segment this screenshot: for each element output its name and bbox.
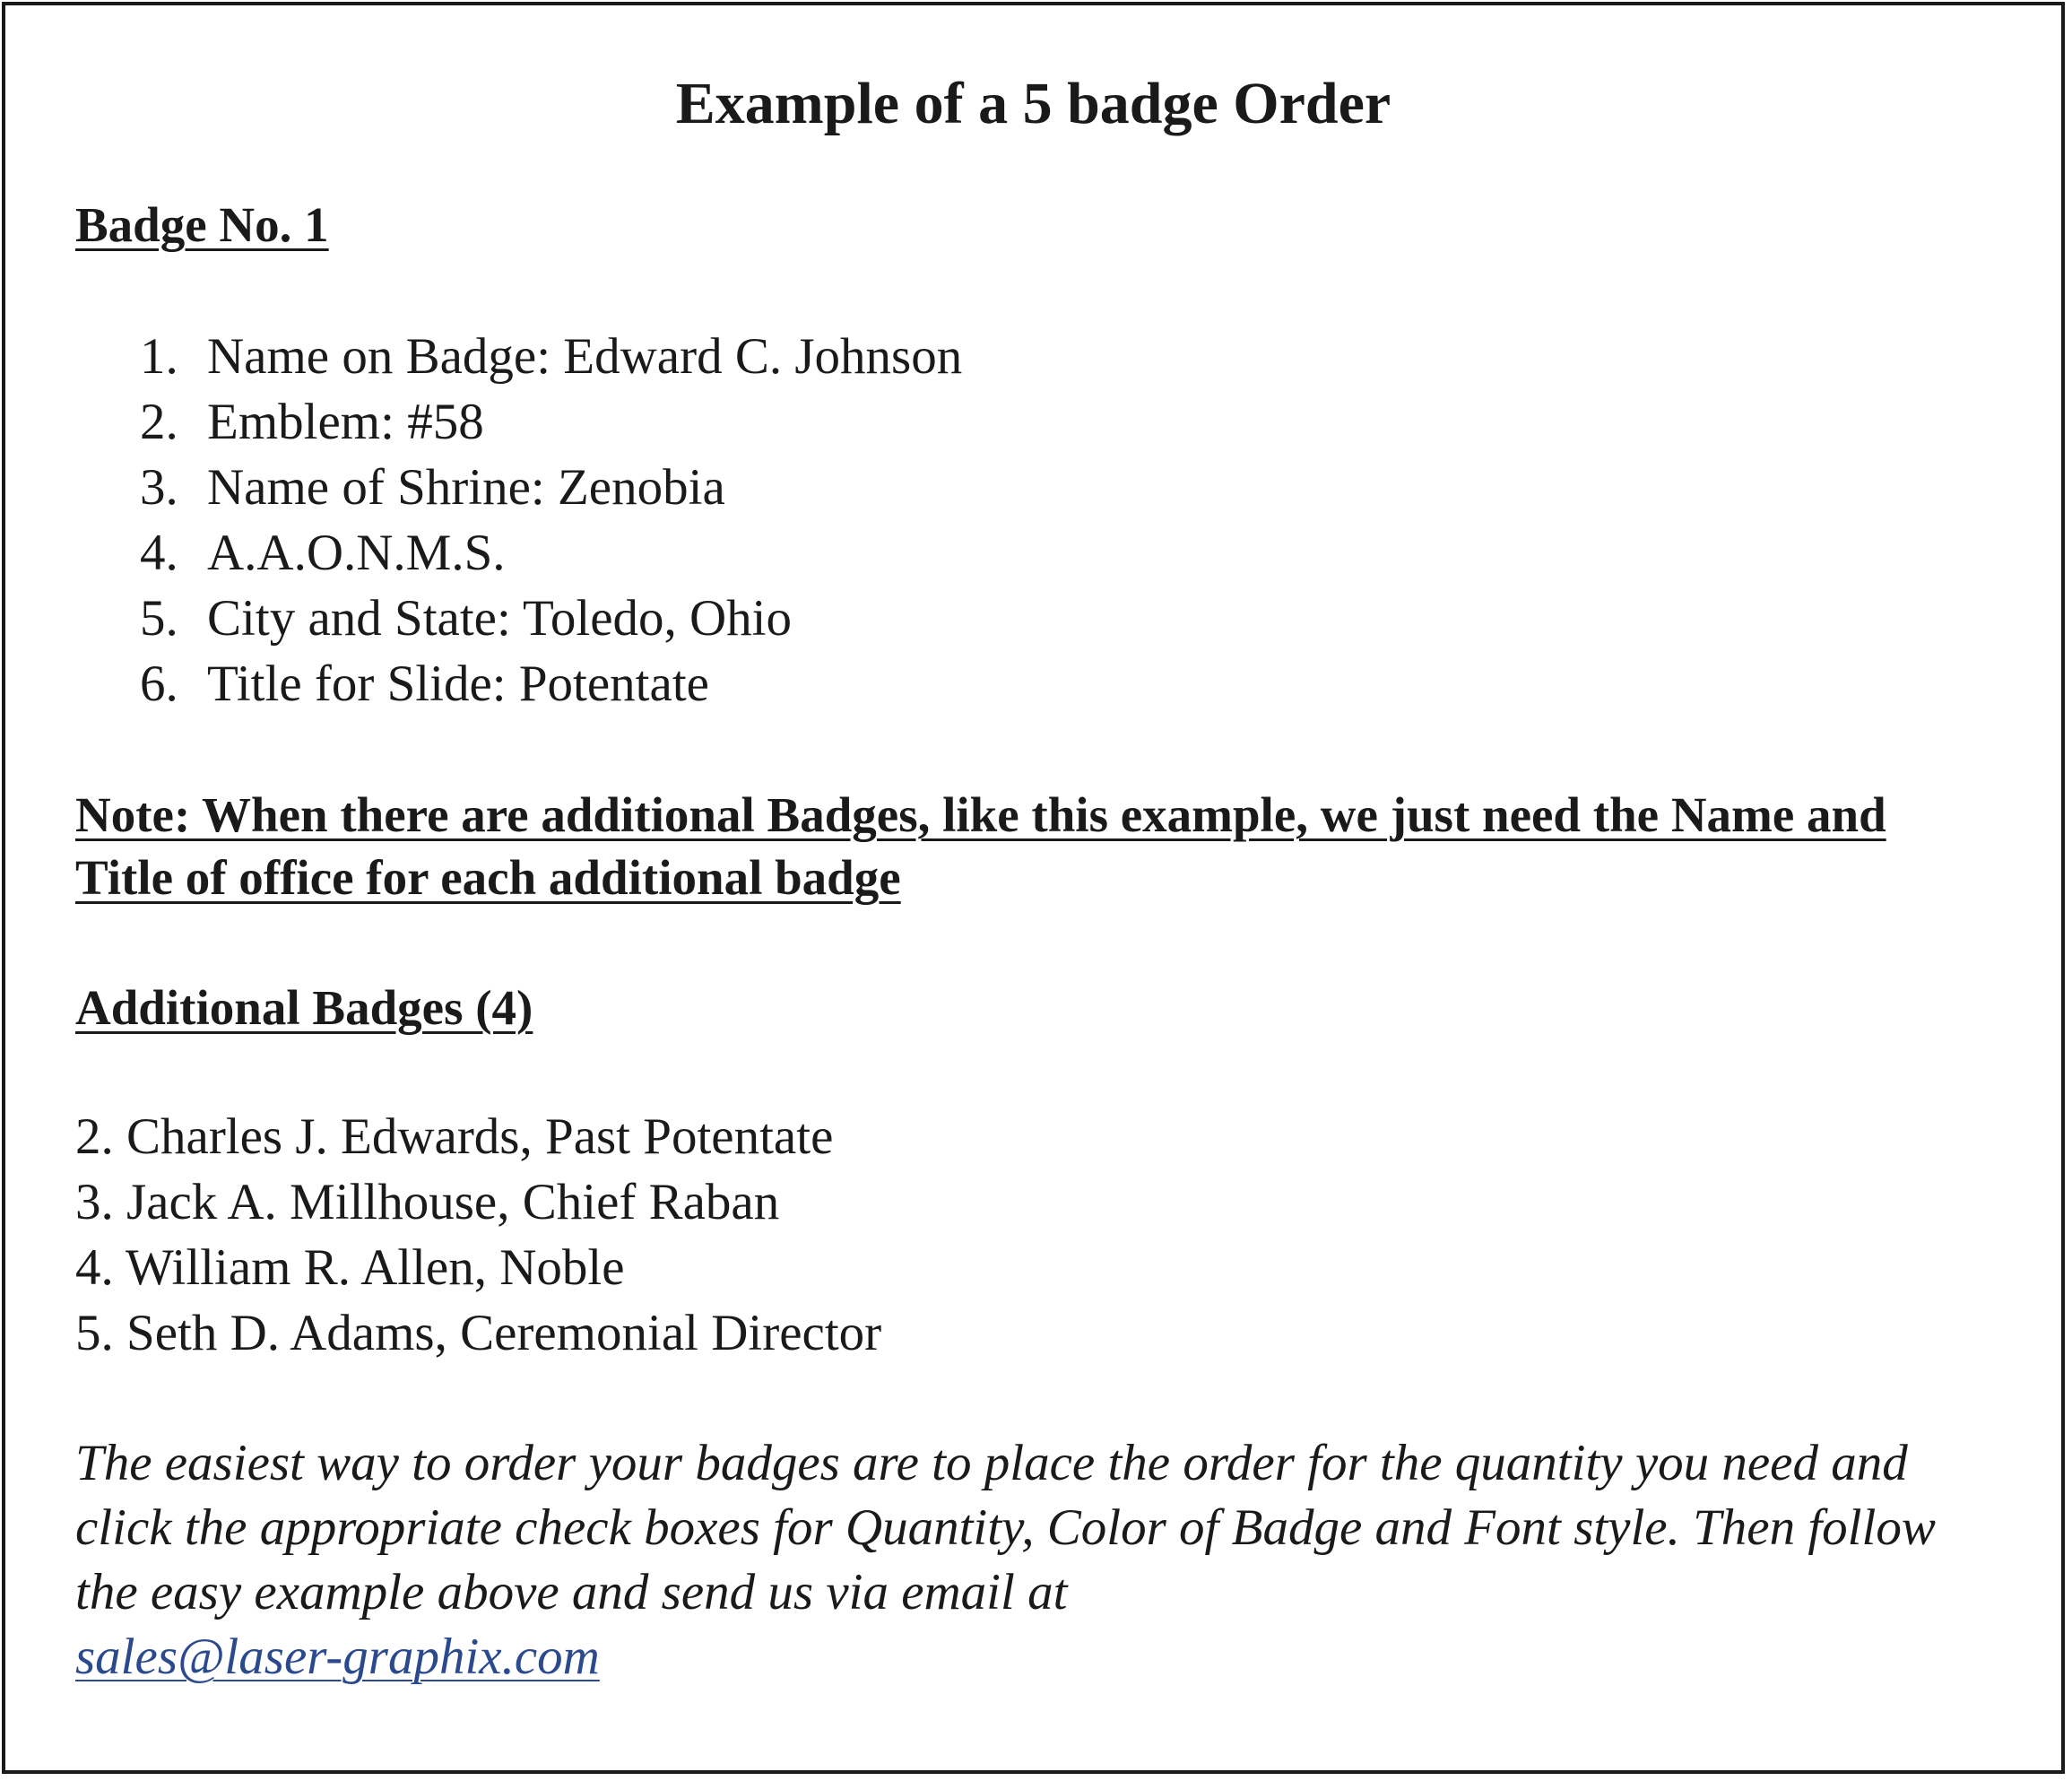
- email-link[interactable]: sales@laser-graphix.com: [75, 1629, 600, 1685]
- ordering-instructions: [75, 1431, 2003, 1690]
- list-item: 2. Charles J. Edwards, Past Potentate: [75, 1108, 834, 1165]
- list-item-text: Title for Slide: Potentate: [207, 656, 709, 712]
- list-item: 3. Jack A. Millhouse, Chief Raban: [75, 1174, 780, 1230]
- list-item-number: 4.: [140, 525, 178, 581]
- list-item-text: A.A.O.N.M.S.: [207, 525, 506, 581]
- list-item-number: 1.: [140, 328, 178, 385]
- additional-badges-heading: Additional Badges (4): [75, 980, 533, 1035]
- list-item: 5. Seth D. Adams, Ceremonial Director: [75, 1305, 882, 1361]
- list-item: 4. William R. Allen, Noble: [75, 1239, 625, 1296]
- list-item-number: 3.: [140, 459, 178, 516]
- list-item-text: Emblem: #58: [207, 394, 484, 450]
- badge1-heading: Badge No. 1: [75, 197, 329, 252]
- instructions-text: The easiest way to order your badges are to place the order for the quantity you need and click the appropriate check boxes for Quantity, Color of Badge and Font style. Then follow the easy example above and send us via email at: [75, 1435, 1936, 1620]
- document-frame: [2, 2, 2065, 1774]
- list-item-number: 6.: [140, 656, 178, 712]
- list-item-text: City and State: Toledo, Ohio: [207, 590, 792, 647]
- additional-badges-list: [75, 1104, 881, 1366]
- page-title: Example of a 5 badge Order: [675, 71, 1391, 136]
- additional-badges-note: Note: When there are additional Badges, like this example, we just need the Name and Title of office for each additional badge: [75, 787, 1886, 905]
- list-item-number: 2.: [140, 394, 178, 450]
- list-item-number: 5.: [140, 590, 178, 647]
- list-item-text: Name on Badge: Edward C. Johnson: [207, 328, 963, 385]
- list-item-text: Name of Shrine: Zenobia: [207, 459, 725, 516]
